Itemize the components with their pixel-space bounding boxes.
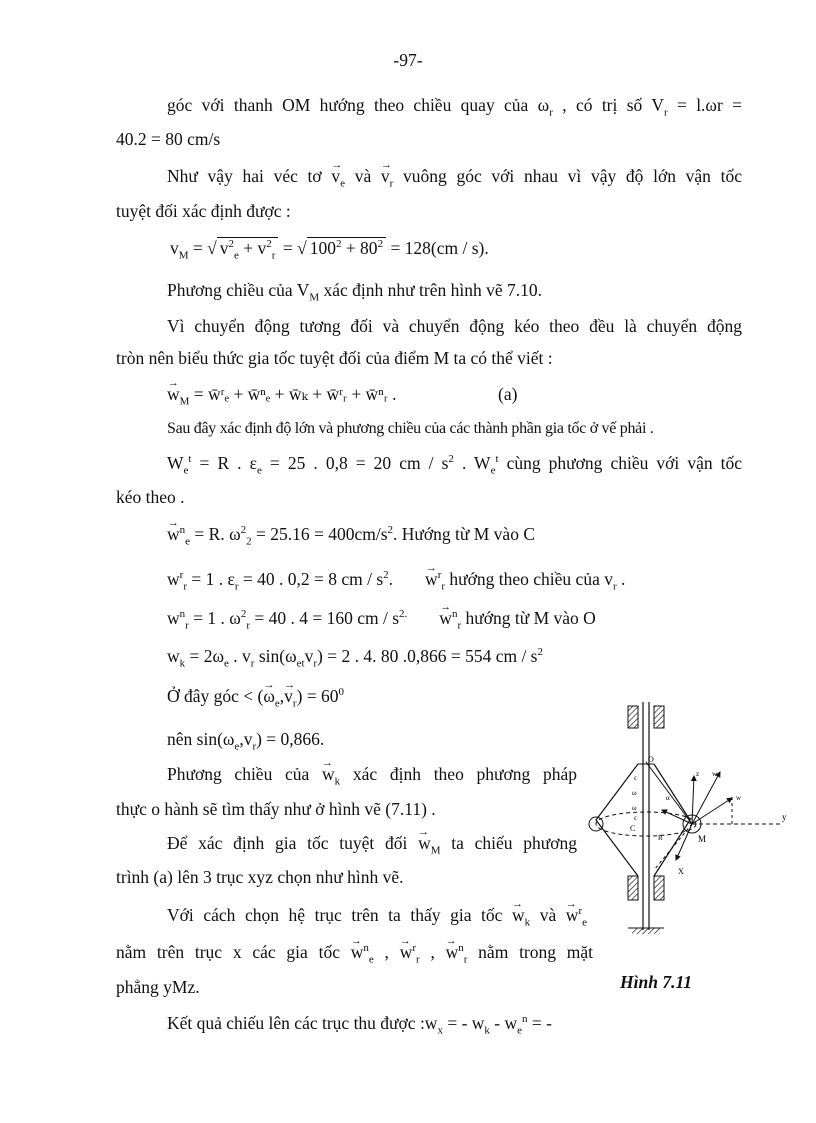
label-eps-e: ε	[634, 814, 637, 822]
p5: Sau đây xác định độ lớn và phương chiều của các thành phần gia tốc ở vế phải .	[167, 420, 654, 437]
p15-line2: nằm trên trục x các gia tốc → $w^n_e$ , → $w^r_r$ , → $w^n_r$ nằm trong mặt	[116, 941, 593, 963]
label-omega-r: ω	[632, 789, 637, 797]
label-eps-r: ε	[634, 774, 637, 782]
label-x: X	[678, 867, 684, 876]
p4-line1: Vì chuyển động tương đối và chuyển động kéo theo đều là chuyển động	[167, 316, 742, 336]
label-m: M	[698, 834, 707, 844]
page-number: -97-	[393, 50, 423, 70]
p4-line2: tròn nên biểu thức gia tốc tuyệt đối của điểm M ta có thể viết :	[116, 348, 553, 368]
label-y: y	[782, 812, 787, 822]
label-wk: w	[712, 770, 718, 778]
p15-line1: Với cách chọn hệ trục trên ta thấy gia tốc → $w_k$ và → $w^r_e$	[167, 904, 587, 926]
label-o: O	[648, 755, 654, 764]
p12: nên $\sin(\omega_e,v_r) = 0,866$.	[167, 729, 325, 753]
wt-vector	[692, 798, 732, 824]
p6-line2: kéo theo .	[116, 487, 185, 507]
formula-velocity: $v_M$ = √ $v^2_e + v^2_r$ = √ $100^2 + 80^2 = 128(cm / s)$.	[170, 238, 489, 262]
p14-line1: Để xác định gia tốc tuyệt đối → $w_M$ ta chiếu phương	[167, 832, 577, 854]
bearing-top-left	[628, 706, 638, 728]
p2-line2: tuyệt đối xác định được :	[116, 201, 291, 221]
label-alpha: α	[666, 794, 670, 802]
orbit-ellipse	[596, 812, 696, 836]
om-rod	[646, 762, 692, 824]
bearing-bottom-left	[628, 876, 638, 900]
p2-line1: Như vậy hai véc tơ → $v_e$ và → $v_r$ vuông góc với nhau vì vậy độ lớn vận tốc	[167, 165, 742, 187]
p1-line1: góc với thanh OM hướng theo chiều quay của $\omega_r$ , có trị số $V_r = l.\omega r$ =	[167, 95, 742, 119]
p14-line2: trình (a) lên 3 trục xyz chọn như hình vẽ.	[116, 867, 404, 887]
p1-line2: 40.2 = 80 cm/s	[116, 129, 221, 149]
p6-line1: $W_e^t = R$ . $\varepsilon_e = 25$ . 0,8 = 20 cm / $s^2$ . $W_e^t$ cùng phương chiều với vận tốc	[167, 453, 743, 477]
p13-line1: Phương chiều của → $w_k$ xác định theo phương pháp	[167, 763, 577, 785]
formula-label-a: (a)	[498, 384, 518, 404]
p10: $w_k = 2\omega_e$ . $v_r$ $\sin(\omega_{et}v_r) = 2$ . 4. 80 .0,866 = 554 cm / $s^2$	[167, 646, 543, 670]
bearing-top-right	[654, 706, 664, 728]
p7: → $w^n_e = R$. $\omega^2_2 = 25.16 = 400cm/s^2$. Hướng từ M vào C	[167, 523, 535, 545]
p11: Ở đây góc < (→ $\omega_e,\to v_r) = 60^0$	[167, 685, 344, 707]
label-wt: w	[736, 794, 742, 802]
figure-7-11	[582, 700, 792, 950]
formula-acceleration: → $w_M$ = w̄ʳₑ + w̄ⁿₑ + w̄ₖ + w̄ʳᵣ + w̄ⁿᵣ .	[167, 383, 396, 405]
figure-caption: Hình 7.11	[620, 972, 692, 992]
label-omega-e: ω	[632, 804, 637, 812]
label-z: z	[696, 770, 700, 778]
wk-vector	[692, 772, 720, 824]
p15-line3: phẳng yMz.	[116, 977, 200, 997]
p8: $w^r_r = 1$ . $\varepsilon_r = 40$ . 0,2 = 8 cm / $s^2.\to w^r_r$ hướng theo chiều của $v_r$ .	[167, 568, 625, 590]
label-c: C	[630, 824, 636, 833]
p3: Phương chiều của $V_M$ xác định như trên hình vẽ 7.10.	[167, 280, 542, 304]
p9: $w^n_r = 1$ . $\omega^2_r = 40$ . 4 = 160 cm / $s^{2.}\to w^n_r$ hướng từ M vào O	[167, 607, 596, 629]
p16: Kết quả chiếu lên các trục thu được $:w_x$ = - $w_k - w_e^n$ = -	[167, 1013, 552, 1037]
label-r: R	[658, 834, 663, 842]
base	[632, 928, 660, 934]
p13-line2: thực o hành sẽ tìm thấy như ở hình vẽ (7.11) .	[116, 799, 436, 819]
